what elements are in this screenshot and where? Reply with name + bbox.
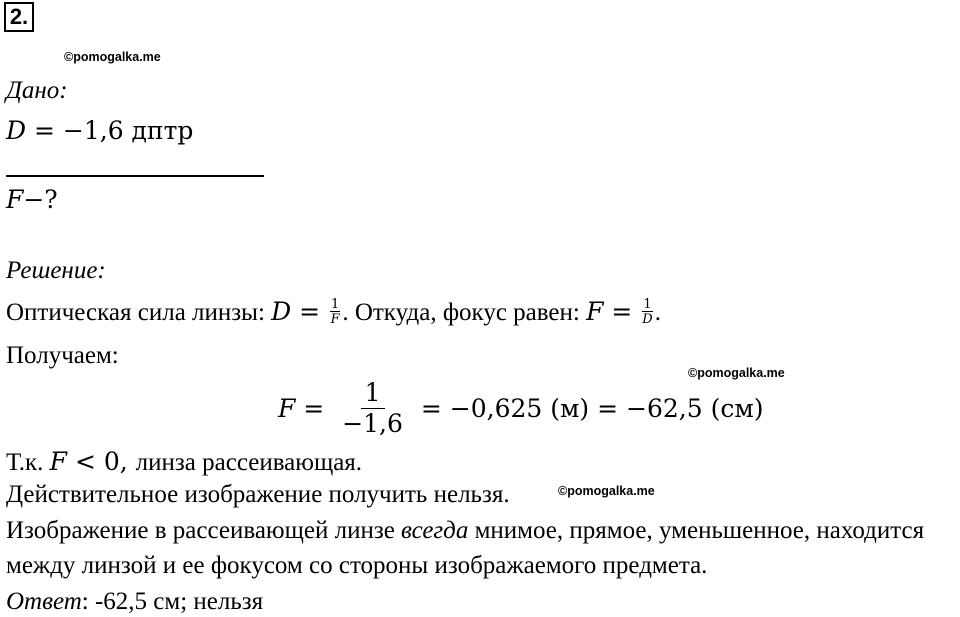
- solution-line-5: [6, 516, 924, 546]
- solution-line-6: между линзой и ее фокусом со стороны изображаемого предмета.: [6, 552, 708, 579]
- line3-var-f: F: [49, 447, 68, 476]
- given-value: = −1,6 дптр: [26, 116, 194, 145]
- watermark: ©pomogalka.me: [64, 50, 161, 64]
- line1-var-d: D: [271, 297, 292, 326]
- line1-end: .: [654, 299, 661, 326]
- line5-emphasis: всегда: [401, 517, 469, 544]
- frac2-numerator: 1: [643, 297, 652, 313]
- frac2-denominator: D: [642, 312, 653, 328]
- formula-numerator: 1: [361, 378, 385, 409]
- formula-var-f: F: [278, 393, 296, 423]
- var-d: D: [6, 116, 27, 145]
- line5-post: мнимое, прямое, уменьшенное, находится: [468, 517, 925, 544]
- formula-denominator: −1,6: [342, 409, 403, 438]
- fraction-1-over-f: [330, 298, 340, 326]
- frac1-numerator: 1: [331, 297, 340, 313]
- solution-label: Решение:: [6, 257, 106, 284]
- line5-pre: Изображение в рассеивающей линзе: [6, 517, 402, 544]
- fraction-1-over-d: [642, 298, 652, 326]
- line1-eq1: =: [291, 297, 329, 326]
- solution-line-1: [6, 297, 661, 328]
- answer-line: [6, 587, 263, 617]
- var-f: F: [6, 185, 24, 214]
- line1-var-f: F: [586, 297, 604, 326]
- answer-value: : -62,5 см; нельзя: [81, 588, 264, 615]
- solution-line-2: Получаем:: [6, 342, 119, 369]
- watermark-2: ©pomogalka.me: [688, 366, 785, 380]
- line3-post: линза рассеивающая.: [135, 449, 363, 476]
- frac1-denominator: F: [330, 312, 340, 328]
- answer-label: Ответ: [6, 588, 82, 615]
- formula-eq: =: [295, 393, 333, 423]
- line1-eq2: =: [603, 297, 641, 326]
- formula-result: = −0,625 (м) = −62,5 (см): [412, 393, 764, 423]
- given-divider: [6, 175, 264, 177]
- solution-line-3: [6, 447, 362, 478]
- unknown-line: [6, 185, 58, 215]
- line1-text2: . Откуда, фокус равен:: [342, 299, 587, 326]
- given-data-line: [6, 116, 193, 146]
- main-formula: [278, 378, 764, 439]
- line3-pre: Т.к.: [6, 449, 50, 476]
- watermark-3: ©pomogalka.me: [558, 484, 655, 498]
- line3-condition: < 0,: [67, 447, 136, 476]
- problem-number: 2.: [4, 2, 34, 32]
- solution-line-4: Действительное изображение получить нельзя.: [6, 481, 510, 508]
- unknown-mark: −?: [23, 185, 58, 214]
- given-label: Дано:: [6, 77, 68, 104]
- formula-fraction: [338, 378, 407, 439]
- line1-text1: Оптическая сила линзы:: [6, 299, 272, 326]
